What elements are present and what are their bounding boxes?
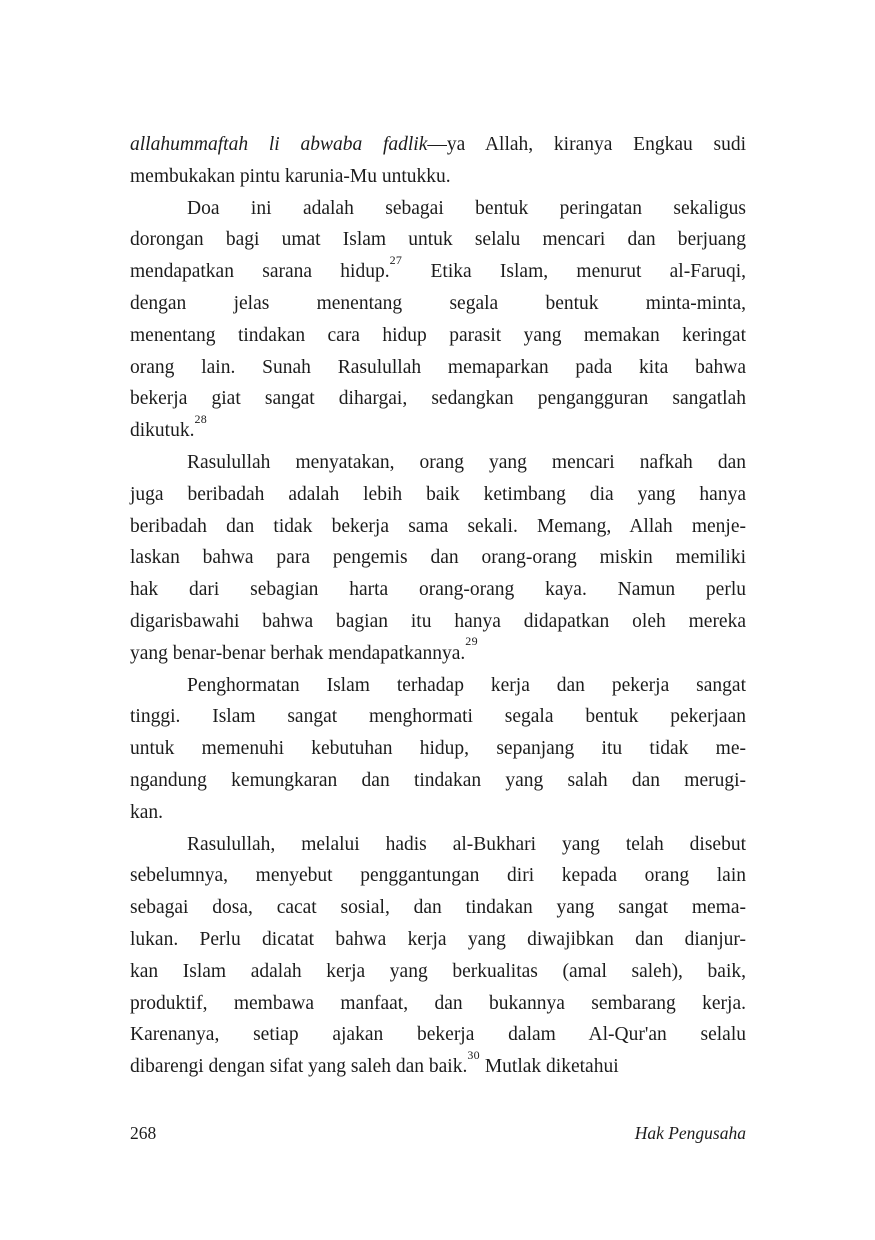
text-line	[130, 765, 746, 797]
text-segment: membukakan pintu karunia-Mu untukku.	[130, 165, 451, 187]
page-footer	[130, 1122, 746, 1144]
text-segment: dengan jelas menentang segala bentuk minta-minta,	[130, 292, 746, 314]
text-segment: Karenanya, setiap ajakan bekerja dalam Al-Qur'an selalu	[130, 1024, 746, 1046]
page-number: 268	[130, 1123, 157, 1143]
text-line	[130, 829, 746, 861]
paragraph	[130, 193, 746, 447]
text-line	[130, 542, 746, 574]
text-line	[130, 733, 746, 765]
text-segment: untuk memenuhi kebutuhan hidup, sepanjang itu tidak me-	[130, 738, 746, 760]
text-line	[130, 288, 746, 320]
text-line	[130, 634, 746, 670]
text-line	[130, 1047, 746, 1083]
text-segment: laskan bahwa para pengemis dan orang-orang miskin memiliki	[130, 547, 746, 569]
running-title: Hak Pengusaha	[634, 1123, 746, 1143]
text-segment: produktif, membawa manfaat, dan bukannya sembarang kerja.	[130, 992, 746, 1014]
text-segment: ngandung kemungkaran dan tindakan yang salah dan merugi-	[130, 769, 746, 791]
text-segment: Etika Islam, menurut al-Faruqi,	[402, 261, 747, 283]
text-segment: dikutuk.	[130, 420, 195, 442]
text-segment: Penghormatan Islam terhadap kerja dan pekerja sangat	[187, 674, 746, 696]
text-segment: dorongan bagi umat Islam untuk selalu mencari dan berjuang	[130, 229, 746, 251]
paragraph	[130, 447, 746, 670]
text-line	[130, 701, 746, 733]
text-segment: sebagai dosa, cacat sosial, dan tindakan yang sangat mema-	[130, 897, 746, 919]
text-line	[130, 161, 746, 193]
text-segment: mendapatkan sarana hidup.	[130, 261, 390, 283]
text-segment: beribadah dan tidak bekerja sama sekali. Memang, Allah menje-	[130, 515, 746, 537]
text-segment: lukan. Perlu dicatat bahwa kerja yang diwajibkan dan dianjur-	[130, 928, 746, 950]
text-segment: hak dari sebagian harta orang-orang kaya. Namun perlu	[130, 579, 746, 601]
text-line	[130, 383, 746, 415]
text-segment: yang benar-benar berhak mendapatkannya.	[130, 642, 466, 664]
text-line	[130, 797, 746, 829]
text-line	[130, 447, 746, 479]
paragraph	[130, 670, 746, 829]
text-segment: orang lain. Sunah Rasulullah memaparkan pada kita bahwa	[130, 356, 746, 378]
footnote-reference: 27	[389, 252, 403, 267]
text-line	[130, 860, 746, 892]
text-segment: Rasulullah menyatakan, orang yang mencari nafkah dan	[187, 451, 746, 473]
text-line	[130, 511, 746, 543]
text-line	[130, 479, 746, 511]
text-segment: kan Islam adalah kerja yang berkualitas (amal saleh), baik,	[130, 960, 746, 982]
text-line	[130, 956, 746, 988]
text-line	[130, 670, 746, 702]
text-segment: tinggi. Islam sangat menghormati segala bentuk pekerjaan	[130, 706, 746, 728]
text-segment: sebelumnya, menyebut penggantungan diri kepada orang lain	[130, 865, 746, 887]
text-line	[130, 1019, 746, 1051]
text-line	[130, 606, 746, 638]
paragraph	[130, 129, 746, 193]
text-segment: Doa ini adalah sebagai bentuk peringatan sekaligus	[187, 197, 746, 219]
footnote-reference: 29	[465, 634, 478, 649]
footnote-reference: 30	[467, 1047, 480, 1062]
text-line	[130, 988, 746, 1020]
text-segment: bekerja giat sangat dihargai, sedangkan pengangguran sangatlah	[130, 388, 746, 410]
text-line	[130, 193, 746, 225]
text-segment: —ya Allah, kiranya Engkau sudi	[427, 134, 746, 155]
text-line	[130, 129, 746, 161]
text-line	[130, 352, 746, 384]
text-line	[130, 320, 746, 352]
text-segment: menentang tindakan cara hidup parasit yang memakan keringat	[130, 324, 746, 346]
text-segment: Rasulullah, melalui hadis al-Bukhari yang telah disebut	[187, 833, 746, 855]
paragraph	[130, 829, 746, 1083]
text-segment: kan.	[130, 801, 164, 823]
text-line	[130, 574, 746, 606]
italic-text-segment: allahummaftah li abwaba fadlik	[130, 134, 428, 155]
text-line	[130, 224, 746, 256]
text-segment: digarisbawahi bahwa bagian itu hanya didapatkan oleh mereka	[130, 610, 746, 632]
text-line	[130, 411, 746, 447]
text-line	[130, 892, 746, 924]
text-line	[130, 924, 746, 956]
text-line	[130, 252, 747, 288]
text-segment: juga beribadah adalah lebih baik ketimbang dia yang hanya	[130, 483, 746, 505]
text-segment: dibarengi dengan sifat yang saleh dan baik.	[130, 1056, 468, 1078]
text-segment: Mutlak diketahui	[479, 1056, 619, 1078]
footnote-reference: 28	[194, 411, 208, 426]
page-text	[130, 129, 746, 1083]
